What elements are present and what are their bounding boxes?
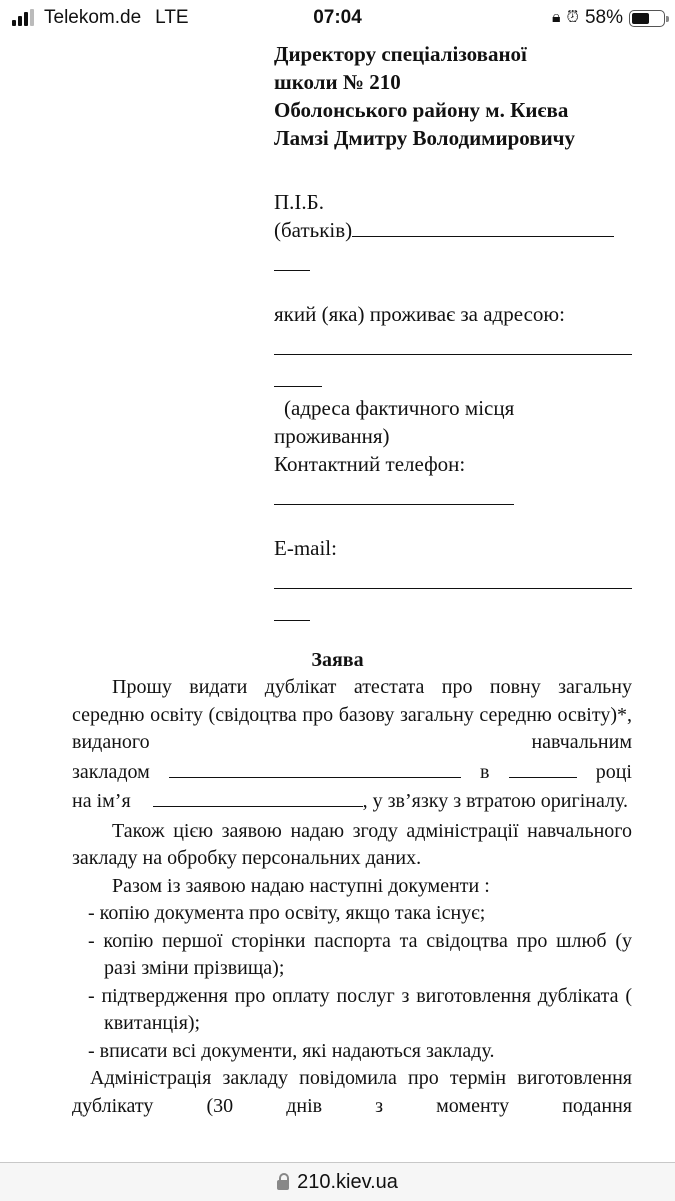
name-field-continuation[interactable]	[274, 250, 310, 271]
battery-fill	[632, 13, 649, 24]
addressee-line: Ламзі Дмитру Володимировичу	[274, 126, 576, 150]
address-note: (адреса фактичного місця	[284, 396, 515, 420]
address-field-continuation[interactable]	[274, 366, 322, 387]
name-row	[72, 786, 632, 816]
year-label: році	[595, 760, 632, 783]
statement-body	[72, 674, 632, 1120]
reason-text: , у зв’язку з втратою оригіналу.	[362, 790, 628, 812]
status-bar	[0, 0, 675, 36]
school-label: закладом	[72, 760, 150, 783]
on-name-label: на ім’я	[72, 790, 131, 812]
document-item: - копію першої сторінки паспорта та свідоцтва про шлюб (у разі зміни прізвища);	[88, 929, 632, 979]
phone-label: Контактний телефон:	[274, 452, 466, 476]
addressee-block	[274, 40, 644, 628]
phone-field[interactable]	[274, 484, 514, 505]
network-type: LTE	[155, 7, 189, 28]
battery-icon	[629, 10, 665, 27]
document-item: - підтвердження про оплату послуг з виготовлення дубліката ( квитанція);	[88, 984, 632, 1034]
name-field-row	[274, 216, 644, 244]
document-item: - вписати всі документи, які надаються закладу.	[88, 1039, 495, 1062]
school-row	[72, 757, 632, 787]
student-name-field[interactable]	[153, 786, 363, 807]
year-field[interactable]	[509, 757, 577, 778]
email-field-continuation[interactable]	[274, 600, 310, 621]
address-field[interactable]	[274, 334, 632, 355]
address-bar[interactable]	[0, 1162, 675, 1201]
addressee-line: Директору спеціалізованої	[274, 42, 527, 66]
request-paragraph: Прошу видати дублікат атестата про повну загальну середню освіту (свідоцтва про базову загальну середню освіту)*, виданого навчальним	[72, 676, 632, 753]
alarm-icon: ⏰︎	[566, 9, 579, 26]
battery-percent: 58%	[584, 7, 623, 28]
name-label: П.І.Б.	[274, 190, 324, 214]
school-field[interactable]	[169, 757, 461, 778]
address-label: який (яка) проживає за адресою:	[274, 302, 565, 326]
rotation-lock-icon: 🔒︎	[551, 9, 561, 26]
documents-intro: Разом із заявою надаю наступні документи :	[112, 874, 490, 897]
url-text[interactable]: 210.kiev.ua	[297, 1170, 398, 1193]
addressee-line: Оболонського району м. Києва	[274, 98, 569, 122]
email-field[interactable]	[274, 568, 632, 589]
in-label: в	[480, 760, 490, 783]
document-item: - копію документа про освіту, якщо така існує;	[88, 902, 486, 924]
addressee-line: школи № 210	[274, 70, 401, 94]
address-note: проживання)	[274, 424, 390, 448]
clock: 07:04	[313, 7, 362, 28]
email-label: E-mail:	[274, 536, 337, 560]
notice-paragraph: Адміністрація закладу повідомила про термін виготовлення дублікату (30 днів з моменту подання	[72, 1067, 632, 1117]
carrier-name: Telekom.de	[44, 7, 142, 28]
lock-icon	[277, 1180, 289, 1190]
name-field[interactable]	[352, 216, 614, 237]
statement-title: Заява	[311, 649, 364, 671]
status-icons	[552, 7, 665, 29]
name-label-parents: (батьків)	[274, 218, 353, 242]
consent-paragraph: Також цією заявою надаю згоду адміністрації навчального закладу на обробку персональних даних.	[72, 819, 632, 869]
